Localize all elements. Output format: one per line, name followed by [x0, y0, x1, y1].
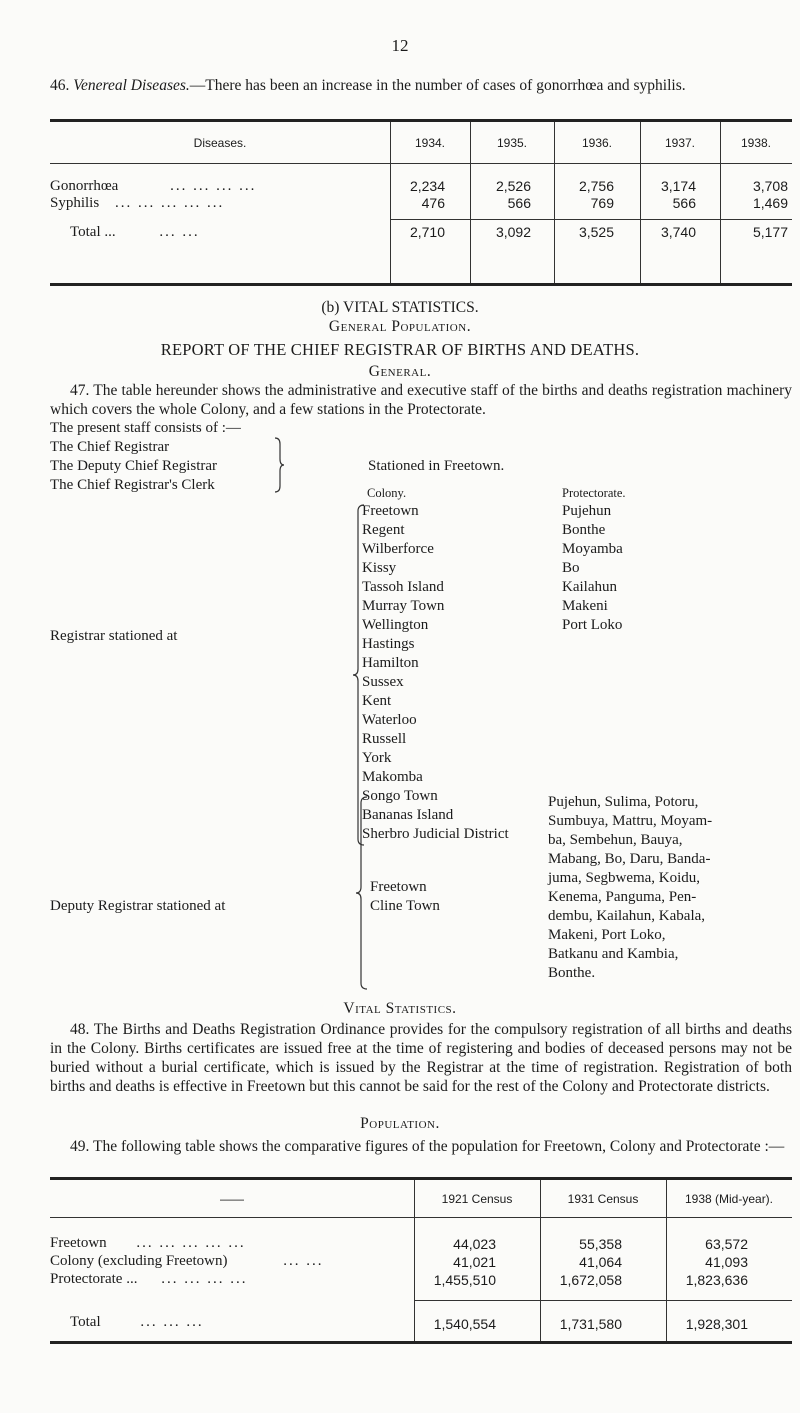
table-cell: 1,455,510: [433, 1272, 496, 1288]
staff-list: [50, 438, 217, 495]
staff-item: The Deputy Chief Registrar: [50, 458, 218, 474]
leader-dots: ... ...: [283, 1253, 324, 1269]
table1-row-syphilis: [50, 195, 224, 212]
list-item: Bonthe: [562, 522, 606, 538]
report-title: REPORT OF THE CHIEF REGISTRAR OF BIRTHS AND DEATHS.: [160, 340, 640, 359]
list-line: Makeni, Port Loko,: [548, 927, 666, 943]
table-cell: 41,093: [705, 1254, 748, 1270]
table2-bottom-rule: [50, 1341, 792, 1344]
section-b-heading: (b) VITAL STATISTICS.: [321, 299, 479, 316]
table-cell: 3,174: [660, 178, 696, 194]
table-cell: 566: [507, 195, 531, 211]
protectorate-header: Protectorate.: [562, 486, 626, 500]
table-cell: 769: [590, 195, 614, 211]
table-cell: 2,234: [409, 178, 445, 194]
list-line: ba, Sembehun, Bauya,: [548, 832, 683, 848]
list-item: Makeni: [562, 598, 608, 614]
table-cell: 476: [421, 195, 445, 211]
colony-header: Colony.: [367, 486, 407, 500]
list-item: Kailahun: [562, 579, 617, 595]
leader-dots: ... ... ... ...: [170, 178, 257, 194]
table2-header-1921: 1921 Census: [441, 1192, 513, 1206]
list-item: Hamilton: [362, 655, 419, 671]
table2-total-rule: [414, 1300, 792, 1301]
table-cell: 41,064: [579, 1254, 622, 1270]
table1-col-divider: [470, 122, 471, 283]
row-label: Syphilis: [50, 195, 100, 211]
deputy-brace: [355, 795, 369, 996]
row-label: Colony (excluding Freetown): [50, 1253, 228, 1269]
list-item: Sussex: [362, 674, 404, 690]
list-line: Bonthe.: [548, 965, 596, 981]
table-cell: 1,928,301: [685, 1316, 748, 1332]
leader-dots: ... ... ... ... ...: [114, 195, 225, 211]
list-item: Pujehun: [562, 503, 612, 519]
table-cell: 1,540,554: [433, 1316, 496, 1332]
table-cell: 1,823,636: [685, 1272, 748, 1288]
staff-intro: The present staff consists of :—: [50, 420, 241, 436]
table-cell: 63,572: [705, 1236, 748, 1252]
table1-row-total: [70, 224, 200, 241]
list-item: Regent: [362, 522, 405, 538]
para46-title: Venereal Diseases.: [73, 77, 190, 94]
leader-dots: ... ...: [159, 224, 200, 240]
list-item: Kissy: [362, 560, 397, 576]
table1-col-divider: [554, 122, 555, 283]
table-cell: 3,092: [495, 224, 531, 240]
colony-station-list: [362, 502, 509, 844]
leader-dots: ... ... ... ...: [161, 1271, 248, 1287]
list-line: Sumbuya, Mattru, Moyam-: [548, 813, 713, 829]
table2-header-blank: ——: [220, 1192, 244, 1206]
table1-col-divider: [640, 122, 641, 283]
table1-col-divider: [720, 122, 721, 283]
list-item: Kent: [362, 693, 392, 709]
table1-bottom-rule: [50, 283, 792, 286]
list-item: Makomba: [362, 769, 423, 785]
table1-header-1935: 1935.: [496, 136, 528, 150]
table-cell: 1,469: [752, 195, 788, 211]
population-heading: Population.: [360, 1115, 440, 1132]
table2-col-divider: [414, 1180, 415, 1341]
list-item: Wilberforce: [362, 541, 434, 557]
list-line: juma, Segbwema, Koidu,: [548, 870, 701, 886]
protectorate-station-list: [562, 502, 623, 635]
deputy-colony-list: [370, 878, 440, 916]
staff-brace: [273, 436, 285, 494]
table1-row-gonorrhoea: [50, 178, 256, 195]
list-line: Mabang, Bo, Daru, Banda-: [548, 851, 711, 867]
table1-header-1934: 1934.: [414, 136, 446, 150]
deputy-protectorate-list: [548, 793, 786, 983]
row-label: Total ...: [70, 224, 116, 240]
row-label: Total: [70, 1314, 101, 1330]
table1-header-1937: 1937.: [664, 136, 696, 150]
table-cell: 566: [672, 195, 696, 211]
list-item: York: [362, 750, 392, 766]
table2-header-rule: [50, 1217, 792, 1218]
row-label: Protectorate ...: [50, 1271, 138, 1287]
list-item: Sherbro Judicial District: [362, 826, 509, 842]
list-item: Waterloo: [362, 712, 417, 728]
page-number: 12: [391, 36, 409, 55]
vital-statistics-heading: Vital Statistics.: [343, 1000, 457, 1017]
table-cell: 1,731,580: [559, 1316, 622, 1332]
registrar-label: Registrar stationed at: [50, 628, 178, 644]
total-rule: [390, 219, 792, 220]
table2-header-1931: 1931 Census: [567, 1192, 639, 1206]
table-cell: 55,358: [579, 1236, 622, 1252]
staff-item: The Chief Registrar's Clerk: [50, 477, 215, 493]
list-line: Pujehun, Sulima, Potoru,: [548, 794, 699, 810]
table1-header-1936: 1936.: [581, 136, 613, 150]
list-item: Moyamba: [562, 541, 623, 557]
table1-header-1938: 1938.: [740, 136, 772, 150]
table1-col-divider: [390, 122, 391, 283]
list-item: Murray Town: [362, 598, 445, 614]
list-line: Kenema, Panguma, Pen-: [548, 889, 697, 905]
list-item: Freetown: [370, 879, 427, 895]
list-item: Bo: [562, 560, 580, 576]
table2-col-divider: [540, 1180, 541, 1341]
general-heading: General.: [368, 363, 432, 380]
table-cell: 3,525: [578, 224, 614, 240]
table-cell: 2,710: [409, 224, 445, 240]
table2-row-total: [70, 1314, 204, 1331]
table2-header-row: [50, 1180, 792, 1217]
paragraph-47: 47. The table hereunder shows the administrative and executive staff of the births and deaths registration machinery which covers the whole Colony, and a few stations in the Protectorate.: [50, 382, 792, 418]
paragraph-49: 49. The following table shows the comparative figures of the population for Freetown, Colony and Protectorate :—: [70, 1138, 785, 1155]
table2-header-1938: 1938 (Mid-year).: [684, 1192, 774, 1206]
table-cell: 5,177: [752, 224, 788, 240]
list-item: Russell: [362, 731, 407, 747]
list-item: Freetown: [362, 503, 419, 519]
paragraph-46: [50, 76, 792, 95]
table-cell: 3,708: [752, 178, 788, 194]
leader-dots: ... ... ... ... ...: [136, 1235, 246, 1251]
population-table: [50, 1177, 792, 1218]
list-item: Cline Town: [370, 898, 440, 914]
table-cell: 2,756: [578, 178, 614, 194]
list-item: Bananas Island: [362, 807, 454, 823]
table-cell: 44,023: [453, 1236, 496, 1252]
list-item: Tassoh Island: [362, 579, 444, 595]
table1-header-row: [50, 122, 792, 163]
table1-header-diseases: Diseases.: [193, 136, 247, 150]
table2-col-divider: [666, 1180, 667, 1341]
table2-row-protectorate: [50, 1271, 247, 1288]
para46-text: —There has been an increase in the number of cases of gonorrhœa and syphilis.: [189, 77, 686, 94]
list-item: Wellington: [362, 617, 429, 633]
table-cell: 3,740: [660, 224, 696, 240]
list-item: Hastings: [362, 636, 415, 652]
row-label: Gonorrhœa: [50, 178, 119, 194]
general-population-heading: General Population.: [328, 318, 472, 335]
table2-row-freetown: [50, 1235, 246, 1252]
staff-item: The Chief Registrar: [50, 439, 170, 455]
venereal-table: [50, 119, 792, 240]
table-cell: 1,672,058: [559, 1272, 622, 1288]
table-cell: 2,526: [495, 178, 531, 194]
para46-number: 46.: [50, 77, 70, 94]
table-cell: 41,021: [453, 1254, 496, 1270]
list-line: Batkanu and Kambia,: [548, 946, 679, 962]
list-line: dembu, Kailahun, Kabala,: [548, 908, 706, 924]
list-item: Songo Town: [362, 788, 438, 804]
list-item: Port Loko: [562, 617, 623, 633]
stationed-in-freetown: Stationed in Freetown.: [368, 458, 505, 474]
paragraph-48: 48. The Births and Deaths Registration Ordinance provides for the compulsory registration of all births and deaths in the Colony. Births certificates are issued free at the time of registering and bodies of deceased persons may not be buried without a burial certificate, which is issued by the Registrar at the time of registration. Registration of both births and deaths is effective in Freetown but this cannot be said for the rest of the Colony and Protectorate districts.: [50, 1021, 792, 1095]
table2-row-colony: [50, 1253, 323, 1270]
deputy-label: Deputy Registrar stationed at: [50, 898, 226, 914]
row-label: Freetown: [50, 1235, 107, 1251]
leader-dots: ... ... ...: [140, 1314, 204, 1330]
